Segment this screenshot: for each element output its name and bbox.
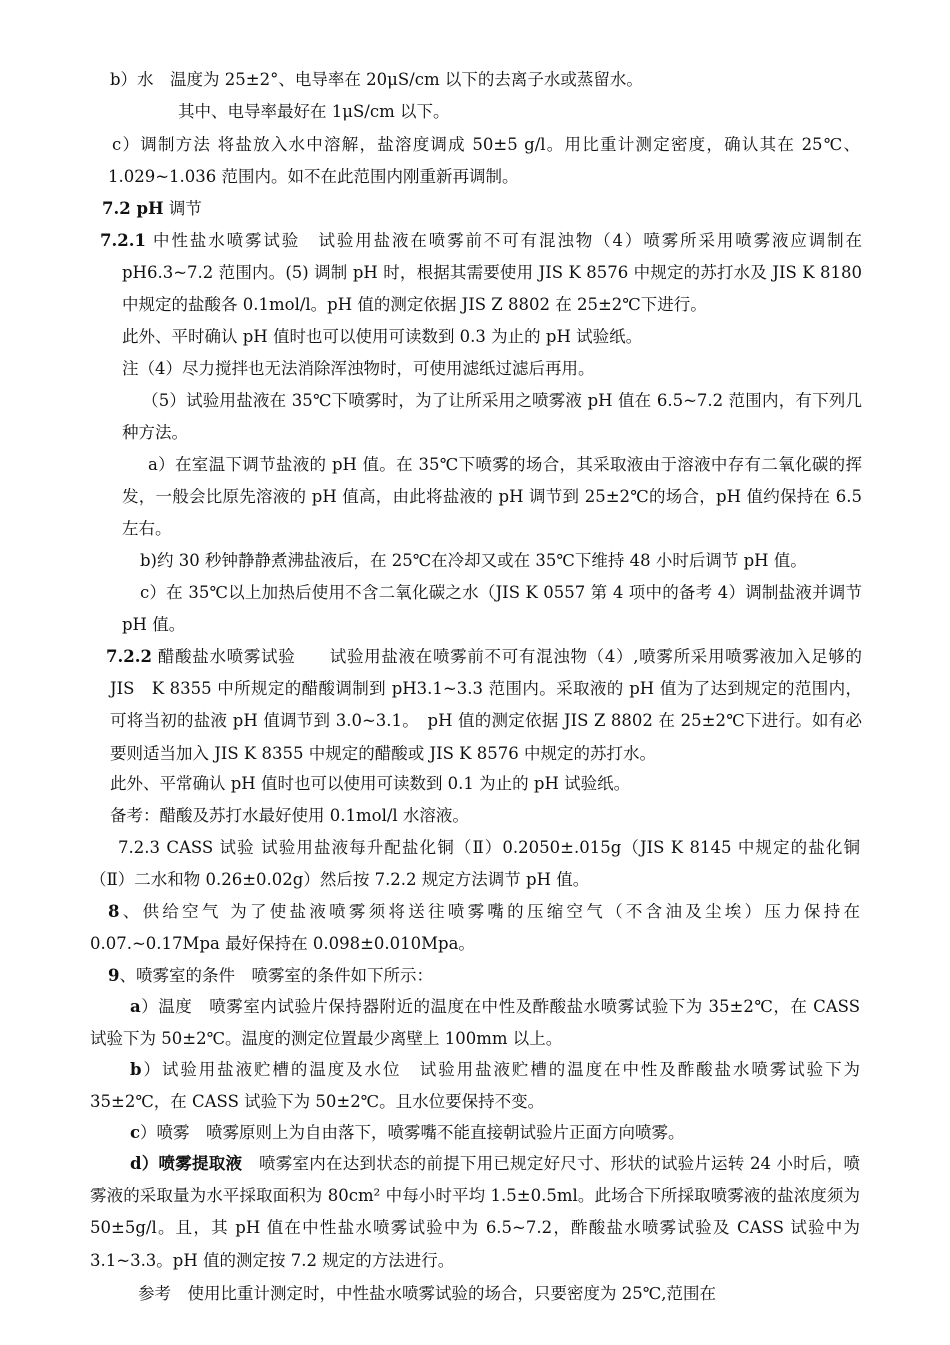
paragraph-text: 、喷雾室的条件 喷雾室的条件如下所示： <box>119 966 433 985</box>
paragraph-text: 备考：醋酸及苏打水最好使用 0.1mol/l 水溶液。 <box>110 806 469 825</box>
paragraph-text: b）水 温度为 25±2°、电导率在 20μS/cm 以下的去离子水或蒸留水。 <box>110 70 643 89</box>
remark-solution <box>110 800 880 832</box>
paragraph-text: c）调制方法 将盐放入水中溶解，盐溶度调成 50±5 g/l。用比重计测定密度，确认其在 25℃、1.029~1.036 范围内。如不在此范围内刚重新再调制。 <box>108 135 860 187</box>
item-heading: d）喷雾提取液 <box>130 1154 243 1173</box>
note-4 <box>122 353 892 385</box>
condition-a-temperature <box>90 991 860 1055</box>
paragraph-text: 7.2.3 CASS 试验 试验用盐液每升配盐化铜（Ⅱ）0.2050±.015g（JIS K 8145 中规定的盐化铜（Ⅱ）二水和物 0.26±0.02g）然后按 7.2.2 规定方法调节 pH 值。 <box>90 838 860 890</box>
section-8-air-supply <box>90 896 860 960</box>
paragraph-text: a）在室温下调节盐液的 pH 值。在 35℃下喷雾的场合，其采取液由于溶液中存有二氧化碳的挥发，一般会比原先溶液的 pH 值高，由此将盐液的 pH 调节到 25±2℃的场合，pH 值约保持在 6.5 左右。 <box>122 455 862 539</box>
condition-d-collected-liquid <box>90 1148 860 1277</box>
paragraph-text: ）喷雾 喷雾原则上为自由落下，喷雾嘴不能直接朝试验片正面方向喷雾。 <box>140 1123 685 1142</box>
paragraph-text: 参考 使用比重计测定时，中性盐水喷雾试验的场合，只要密度为 25℃,范围在 <box>138 1284 716 1303</box>
clause-number: 7.2.2 <box>106 647 152 666</box>
condition-b-tank <box>90 1054 860 1118</box>
section-number: 7.2 pH <box>102 199 164 218</box>
section-heading-7-2 <box>102 193 872 225</box>
paragraph-ph-paper-2 <box>110 768 880 800</box>
section-title: 调节 <box>163 199 202 218</box>
paragraph-text: c）在 35℃以上加热后使用不含二氧化碳之水（JIS K 0557 第 4 项中的备考 4）调制盐液并调节 pH 值。 <box>122 583 862 635</box>
paragraph-7-2-2 <box>106 641 862 770</box>
paragraph-text: ）温度 喷雾室内试验片保持器附近的温度在中性及酢酸盐水喷雾试验下为 35±2℃，在 CASS 试验下为 50±2℃。温度的测定位置最少离壁上 100mm 以上。 <box>90 997 860 1049</box>
note-5 <box>122 385 862 449</box>
paragraph-text: 此外、平常确认 pH 值时也可以使用可读数到 0.1 为止的 pH 试验纸。 <box>110 774 631 793</box>
section-9-chamber <box>108 960 878 992</box>
condition-c-spray <box>130 1117 900 1149</box>
paragraph-7-2-3 <box>90 832 860 896</box>
paragraph-conductivity-note <box>178 96 948 128</box>
item-letter: c <box>130 1123 141 1142</box>
paragraph-preparation-method <box>108 129 860 193</box>
paragraph-text: 其中、电导率最好在 1μS/cm 以下。 <box>178 102 450 121</box>
paragraph-text: b)约 30 秒钟静静煮沸盐液后，在 25℃在冷却又或在 35℃下维持 48 小时后调节 pH 值。 <box>140 551 807 570</box>
paragraph-text: 、供给空气 为了使盐液喷雾须将送往喷雾嘴的压缩空气（不含油及尘埃）压力保持在 0.07.~0.17Mpa 最好保持在 0.098±0.010Mpa。 <box>90 902 860 954</box>
paragraph-text: 醋酸盐水喷雾试验 试验用盐液在喷雾前不可有混浊物（4）,喷雾所采用喷雾液加入足够的 JIS K 8355 中所规定的醋酸调制到 pH3.1~3.3 范围内。采取液的 pH 值为了达到规定的范围内，可将当初的盐液 pH 值调节到 3.0~3.1。 pH 值的测定依据 JIS Z 8802 在 25±2℃下进行。如有必要则适当加入 JIS K 8355 中规定的醋酸或 JIS K 8576 中规定的苏打水。 <box>110 647 862 763</box>
clause-number: 7.2.1 <box>100 231 146 250</box>
section-number: 8 <box>108 902 120 921</box>
paragraph-text: 中性盐水喷雾试验 试验用盐液在喷雾前不可有混浊物（4）喷雾所采用喷雾液应调制在 pH6.3~7.2 范围内。(5) 调制 pH 时，根据其需要使用 JIS K 8576 中规定的苏打水及 JIS K 8180 中规定的盐酸各 0.1mol/l。pH 值的测定依据 JIS Z 8802 在 25±2℃下进行。 <box>122 231 862 315</box>
item-letter: a <box>130 997 141 1016</box>
paragraph-text: 喷雾室内在达到状态的前提下用已规定好尺寸、形状的试验片运转 24 小时后，喷雾液的采取量为水平採取面积为 80cm² 中每小时平均 1.5±0.5ml。此场合下所採取喷雾液的盐浓度须为 50±5g/l。且，其 pH 值在中性盐水喷雾试验中为 6.5~7.2，酢酸盐水喷雾试验及 CASS 试验中为 3.1~3.3。pH 值的测定按 7.2 规定的方法进行。 <box>90 1154 860 1270</box>
item-letter: b <box>130 1060 142 1079</box>
paragraph-text: 此外、平时确认 pH 值时也可以使用可读数到 0.3 为止的 pH 试验纸。 <box>122 327 643 346</box>
paragraph-text: （5）试验用盐液在 35℃下喷雾时，为了让所采用之喷雾液 pH 值在 6.5~7.2 范围内，有下列几种方法。 <box>122 391 862 443</box>
method-b <box>140 545 862 577</box>
paragraph-ph-paper <box>122 321 892 353</box>
paragraph-water <box>110 64 880 96</box>
method-a <box>122 449 862 546</box>
method-c <box>122 577 862 641</box>
paragraph-text: ）试验用盐液贮槽的温度及水位 试验用盐液贮槽的温度在中性及酢酸盐水喷雾试验下为 35±2℃，在 CASS 试验下为 50±2℃。且水位要保持不变。 <box>90 1060 860 1112</box>
paragraph-7-2-1 <box>100 225 862 322</box>
paragraph-text: 注（4）尽力搅拌也无法消除浑浊物时，可使用滤纸过滤后再用。 <box>122 359 595 378</box>
reference-note <box>138 1278 860 1310</box>
section-number: 9 <box>108 966 120 985</box>
